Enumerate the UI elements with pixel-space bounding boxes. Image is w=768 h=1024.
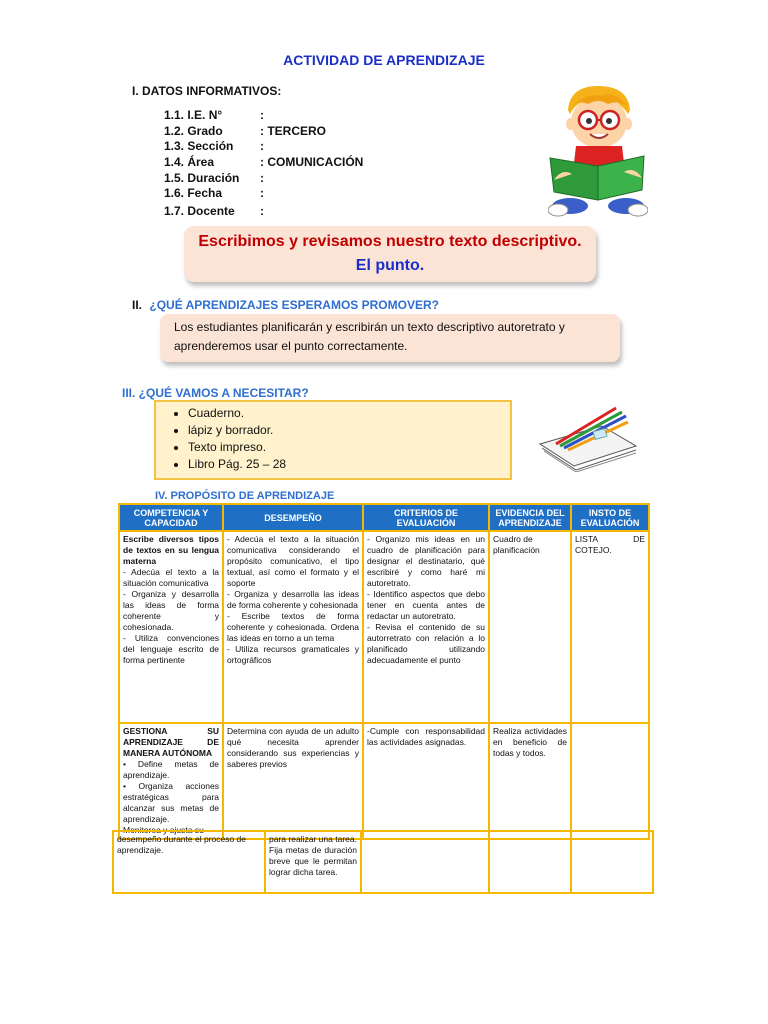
boy-reading-illustration	[548, 80, 648, 220]
header-competencia: COMPETENCIA Y CAPACIDAD	[119, 504, 223, 531]
list-item: - Adecúa el texto a la situación comunicativa	[123, 567, 219, 588]
list-item: - Organizo mis ideas en un cuadro de planificación para designar el destinatario, qué escribiré y como haré mi autoretrato.	[367, 534, 485, 588]
learning-purpose-box: Los estudiantes planificarán y escribirán un texto descriptivo autoretrato y aprenderemos usar el punto correctamente.	[160, 314, 620, 362]
table-row	[119, 531, 649, 723]
banner-line-2: El punto.	[355, 257, 425, 274]
cell-competencia	[119, 531, 223, 723]
purpose-table-continued	[112, 830, 654, 894]
info-value: :	[260, 186, 264, 200]
list-item: • Cuaderno.	[188, 405, 510, 422]
header-desempeno: DESEMPEÑO	[223, 504, 363, 531]
header-instrumento: INSTO DE EVALUACIÓN	[571, 504, 649, 531]
cell-criterios-2: -Cumple con responsabilidad las actividades asignadas.	[363, 723, 489, 839]
banner-line-1: Escribimos y revisamos nuestro texto descriptivo.	[198, 233, 582, 250]
info-label: 1.6. Fecha	[164, 186, 223, 200]
cell-competencia-cont: desempeño durante el proceso de aprendizaje.	[113, 831, 265, 893]
list-item: - Organiza y desarrolla las ideas de forma coherente y cohesionada.	[123, 589, 219, 632]
info-row-fecha	[164, 186, 264, 202]
info-label: 1.3. Sección	[164, 139, 234, 153]
document-title: ACTIVIDAD DE APRENDIZAJE	[283, 52, 485, 68]
info-value: :	[260, 139, 264, 153]
info-row-grado	[164, 124, 326, 140]
info-label: 1.1. I.E. N°	[164, 108, 223, 122]
info-row-duracion	[164, 171, 264, 187]
cell-desempeno	[223, 531, 363, 723]
info-row-ie	[164, 108, 264, 124]
cell-instrumento: LISTA DE COTEJO.	[571, 531, 649, 723]
section-3-heading: III. ¿QUÉ VAMOS A NECESITAR?	[122, 386, 309, 400]
list-item: • Organiza acciones estratégicas para alcanzar sus metas de aprendizaje.	[123, 781, 219, 824]
info-label: 1.5. Duración	[164, 171, 240, 185]
competencia-title: Escribe diversos tipos de textos en su lengua materna	[123, 534, 219, 566]
cell-evidencia-cont	[489, 831, 571, 893]
info-label: 1.2. Grado	[164, 124, 223, 138]
list-item: - Adecúa el texto a la situación comunicativa considerando el propósito comunicativo, el tipo textual, así como el formato y el soporte	[227, 534, 359, 588]
info-label: 1.4. Área	[164, 155, 215, 169]
cell-desempeno-cont: para realizar una tarea. Fija metas de duración breve que le permitan lograr dicha tarea.	[265, 831, 361, 893]
info-row-area	[164, 155, 363, 171]
competencia-title: GESTIONA SU APRENDIZAJE DE MANERA AUTÓNOMA	[123, 726, 219, 758]
cell-competencia-2	[119, 723, 223, 839]
section-4-heading: IV. PROPÓSITO DE APRENDIZAJE	[155, 490, 335, 502]
info-value: : COMUNICACIÓN	[260, 155, 364, 169]
list-item: - Organiza y desarrolla las ideas de forma coherente y cohesionada	[227, 589, 359, 610]
notebook-pencils-illustration	[536, 400, 640, 472]
materials-box	[154, 400, 512, 480]
cell-criterios	[363, 531, 489, 723]
section-2-number: II.	[132, 298, 143, 312]
cell-instrumento-cont	[571, 831, 653, 893]
header-evidencia: EVIDENCIA DEL APRENDIZAJE	[489, 504, 571, 531]
list-item: - Utiliza recursos gramaticales y ortográficos	[227, 644, 359, 665]
info-label: 1.7. Docente	[164, 204, 235, 218]
list-item: • Texto impreso.	[188, 439, 510, 456]
list-item: • Define metas de aprendizaje.	[123, 759, 219, 780]
info-value: :	[260, 204, 264, 218]
table-row	[119, 723, 649, 839]
info-row-docente	[164, 204, 264, 220]
cell-evidencia: Cuadro de planificación	[489, 531, 571, 723]
info-value: :	[260, 171, 264, 185]
activity-title-banner	[184, 226, 596, 282]
list-item: - Utiliza convenciones del lenguaje escrito de forma pertinente	[123, 633, 219, 665]
list-item: • Libro Pág. 25 – 28	[188, 456, 510, 473]
header-criterios: CRITERIOS DE EVALUACIÓN	[363, 504, 489, 531]
list-item: - Identifico aspectos que debo tener en cuenta antes de redactar un autoretrato.	[367, 589, 485, 621]
info-row-seccion	[164, 139, 264, 155]
cell-desempeno-2: Determina con ayuda de un adulto qué necesita aprender considerando sus experiencias y saberes previos	[223, 723, 363, 839]
list-item: • lápiz y borrador.	[188, 422, 510, 439]
section-2-title: ¿QUÉ APRENDIZAJES ESPERAMOS PROMOVER?	[149, 298, 439, 312]
list-item: - Escribe textos de forma coherente y cohesionada. Ordena las ideas en torno a un tema	[227, 611, 359, 643]
purpose-table	[118, 503, 650, 840]
section-1-heading: I. DATOS INFORMATIVOS:	[132, 84, 282, 98]
list-item: Monitorea y ajusta su	[123, 825, 204, 835]
cell-criterios-cont	[361, 831, 489, 893]
list-item: - Revisa el contenido de su autorretrato con relación a lo planificado utilizando adecuadamente el punto	[367, 622, 485, 665]
section-2-heading	[132, 298, 439, 312]
materials-list	[156, 405, 510, 473]
table-row	[113, 831, 653, 893]
info-value: :	[260, 108, 264, 122]
table-header-row	[119, 504, 649, 531]
info-value: : TERCERO	[260, 124, 326, 138]
cell-evidencia-2: Realiza actividades en beneficio de todas y todos.	[489, 723, 571, 839]
cell-instrumento-2	[571, 723, 649, 839]
